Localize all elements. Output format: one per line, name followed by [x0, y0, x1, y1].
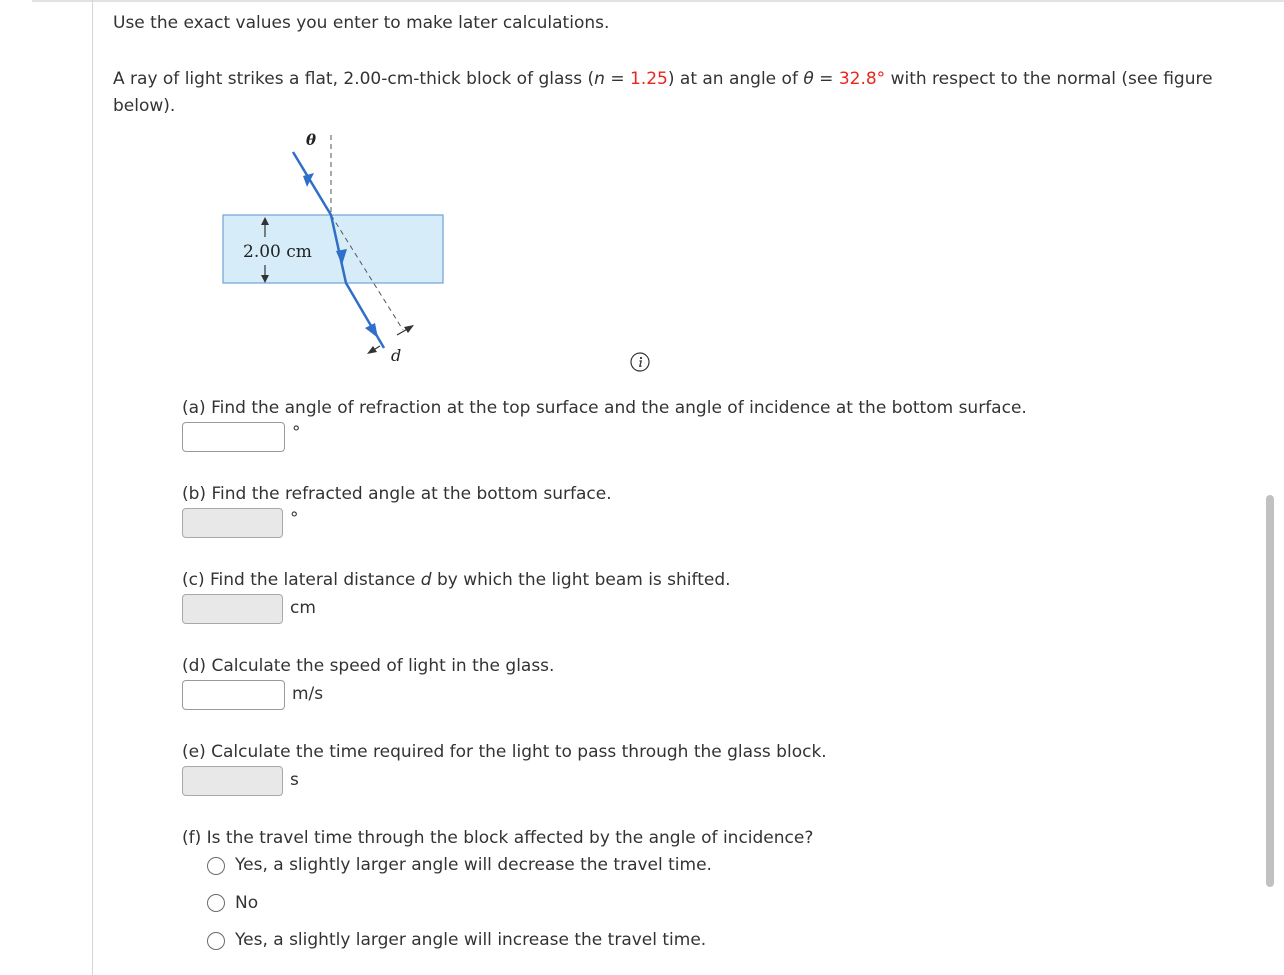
question-a-text: (a) Find the angle of refraction at the top surface and the angle of incidence at the bottom surface.: [182, 398, 1027, 418]
answer-b-input[interactable]: [182, 508, 283, 538]
info-icon[interactable]: [630, 352, 650, 372]
question-b-text: (b) Find the refracted angle at the bottom surface.: [182, 484, 612, 504]
unit-d: m/s: [292, 684, 324, 704]
left-divider: [92, 0, 93, 975]
theta-value: 32.8°: [838, 69, 886, 89]
option-radio-2[interactable]: [207, 894, 225, 912]
d-arrow-2: [367, 346, 377, 354]
option-label-3[interactable]: Yes, a slightly larger angle will increase the travel time.: [235, 930, 707, 950]
option-label-1[interactable]: Yes, a slightly larger angle will decrease the travel time.: [235, 855, 712, 875]
unit-c: cm: [290, 598, 316, 618]
answer-d-input[interactable]: [182, 680, 285, 710]
question-e-text: (e) Calculate the time required for the light to pass through the glass block.: [182, 742, 827, 762]
unit-b: °: [290, 509, 299, 529]
top-divider: [32, 0, 1284, 2]
refraction-figure: [215, 125, 445, 370]
option-label-2[interactable]: No: [235, 893, 259, 913]
d-arrow-1: [404, 325, 414, 333]
instruction-text: Use the exact values you enter to make later calculations.: [113, 13, 610, 33]
question-c-text: (c) Find the lateral distance d by which the light beam is shifted.: [182, 570, 731, 590]
option-radio-1[interactable]: [207, 857, 225, 875]
answer-a-input[interactable]: [182, 422, 285, 452]
option-radio-3[interactable]: [207, 932, 225, 950]
theta-label: θ: [306, 131, 317, 149]
scrollbar[interactable]: [1266, 495, 1274, 887]
thickness-label: 2.00 cm: [243, 242, 312, 262]
d-label: d: [391, 346, 402, 365]
unit-e: s: [290, 770, 299, 790]
question-f-text: (f) Is the travel time through the block affected by the angle of incidence?: [182, 828, 814, 848]
problem-statement: A ray of light strikes a flat, 2.00-cm-thick block of glass (n = 1.25) at an angle of θ = 32.8° with respect to the normal (see figure below).: [113, 69, 1213, 116]
n-value: 1.25: [630, 69, 668, 89]
question-d-text: (d) Calculate the speed of light in the glass.: [182, 656, 555, 676]
answer-e-input[interactable]: [182, 766, 283, 796]
ray-arrow-3: [365, 323, 378, 338]
unit-a: °: [292, 423, 301, 443]
answer-c-input[interactable]: [182, 594, 283, 624]
